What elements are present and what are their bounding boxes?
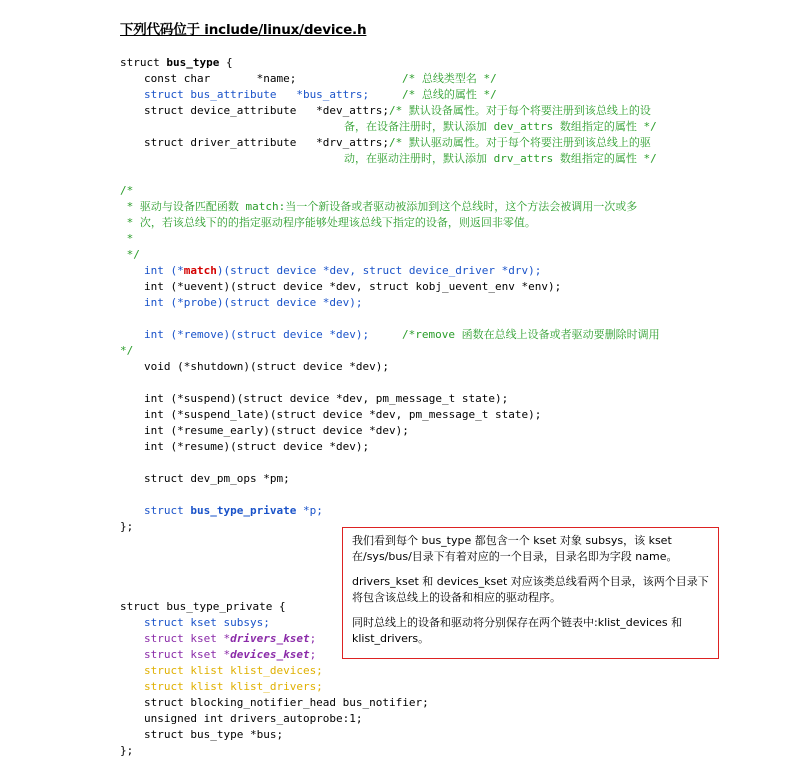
- field-code: const char *name;: [144, 72, 297, 85]
- type-part: struct kset *: [144, 648, 231, 661]
- bus-type-close: };: [120, 520, 134, 533]
- bus-type-open: [120, 55, 233, 71]
- semicolon: ;: [309, 632, 317, 645]
- comment-name: /* 总线类型名 */: [402, 72, 497, 85]
- name-part: drivers_kset: [230, 632, 310, 645]
- private-close: };: [120, 744, 134, 757]
- field-bus-notifier: struct blocking_notifier_head bus_notifier;: [144, 696, 429, 709]
- private-field: *p;: [296, 504, 323, 517]
- kw-struct: struct: [120, 56, 167, 69]
- field-match: [144, 263, 541, 279]
- note-paragraph: drivers_kset 和 devices_kset 对应该类总线看两个目录，该两个目录下将包含该总线上的设备和相应的驱动程序。: [352, 575, 709, 604]
- type-part: struct kset *: [144, 632, 231, 645]
- field-remove: int (*remove)(struct device *dev);: [144, 328, 370, 341]
- comment-bus-attrs: /* 总线的属性 */: [402, 88, 497, 101]
- field-klist-devices: struct klist klist_devices;: [144, 664, 323, 677]
- note-paragraph: 我们看到每个 bus_type 都包含一个 kset 对象 subsys，该 kset 在/sys/bus/目录下有着对应的一个目录，目录名即为字段 name。: [352, 534, 678, 563]
- page-heading: 下列代码位于 include/linux/device.h: [120, 22, 367, 38]
- comment-block-line: * 驱动与设备匹配函数 match:当一个新设备或者驱动被添加到这个总线时，这个方法会被调用一次或多: [120, 200, 638, 213]
- field-uevent: int (*uevent)(struct device *dev, struct kobj_uevent_env *env);: [144, 280, 562, 293]
- comment-remove: /*remove 函数在总线上设备或者驱动要删除时调用: [402, 328, 660, 341]
- field-devices-kset: [144, 647, 316, 663]
- field-resume-early: int (*resume_early)(struct device *dev);: [144, 424, 409, 437]
- field-probe: int (*probe)(struct device *dev);: [144, 296, 363, 309]
- private-type-name: bus_type_private: [190, 504, 297, 517]
- semicolon: ;: [309, 648, 317, 661]
- field-resume: int (*resume)(struct device *dev);: [144, 440, 370, 453]
- field-name: [144, 71, 296, 87]
- comment-block-line: /*: [120, 184, 134, 197]
- field-shutdown: void (*shutdown)(struct device *dev);: [144, 360, 390, 373]
- field-private: [144, 503, 323, 519]
- comment-drv-attrs-1: /* 默认驱动属性。对于每个将要注册到该总线上的驱: [389, 136, 651, 149]
- comment-dev-attrs-2: 备，在设备注册时，默认添加 dev_attrs 数组指定的属性 */: [344, 120, 657, 133]
- struct-name: bus_type: [166, 56, 220, 69]
- field-pm: struct dev_pm_ops *pm;: [144, 472, 290, 485]
- kw-struct: struct: [144, 504, 191, 517]
- field-drv-attrs: struct driver_attribute *drv_attrs;: [144, 136, 390, 149]
- comment-block-line: */: [120, 248, 140, 261]
- note-paragraph: 同时总线上的设备和驱动将分别保存在两个链表中:klist_devices 和 klist_drivers。: [352, 616, 683, 645]
- comment-block-line: * 次，若该总线下的的指定驱动程序能够处理该总线下指定的设备，则返回非零值。: [120, 216, 536, 229]
- comment-block-line: *: [120, 232, 134, 245]
- field-suspend-late: int (*suspend_late)(struct device *dev, pm_message_t state);: [144, 408, 542, 421]
- comment-dev-attrs-1: /* 默认设备属性。对于每个将要注册到该总线上的设: [389, 104, 651, 117]
- field-drivers-kset: [144, 631, 316, 647]
- match-name: match: [183, 264, 217, 277]
- comment-remove-end: */: [120, 344, 134, 357]
- brace: {: [219, 56, 233, 69]
- name-part: devices_kset: [230, 648, 310, 661]
- field-bus: struct bus_type *bus;: [144, 728, 284, 741]
- annotation-note: [342, 527, 719, 659]
- private-open: struct bus_type_private {: [120, 600, 286, 613]
- match-suffix: )(struct device *dev, struct device_driver *drv);: [216, 264, 542, 277]
- field-subsys: struct kset subsys;: [144, 616, 270, 629]
- field-bus-attrs: struct bus_attribute *bus_attrs;: [144, 88, 370, 101]
- field-klist-drivers: struct klist klist_drivers;: [144, 680, 323, 693]
- comment-drv-attrs-2: 动，在驱动注册时，默认添加 drv_attrs 数组指定的属性 */: [344, 152, 657, 165]
- field-autoprobe: unsigned int drivers_autoprobe:1;: [144, 712, 363, 725]
- field-suspend: int (*suspend)(struct device *dev, pm_message_t state);: [144, 392, 509, 405]
- field-dev-attrs: struct device_attribute *dev_attrs;: [144, 104, 390, 117]
- match-prefix: int (*: [144, 264, 184, 277]
